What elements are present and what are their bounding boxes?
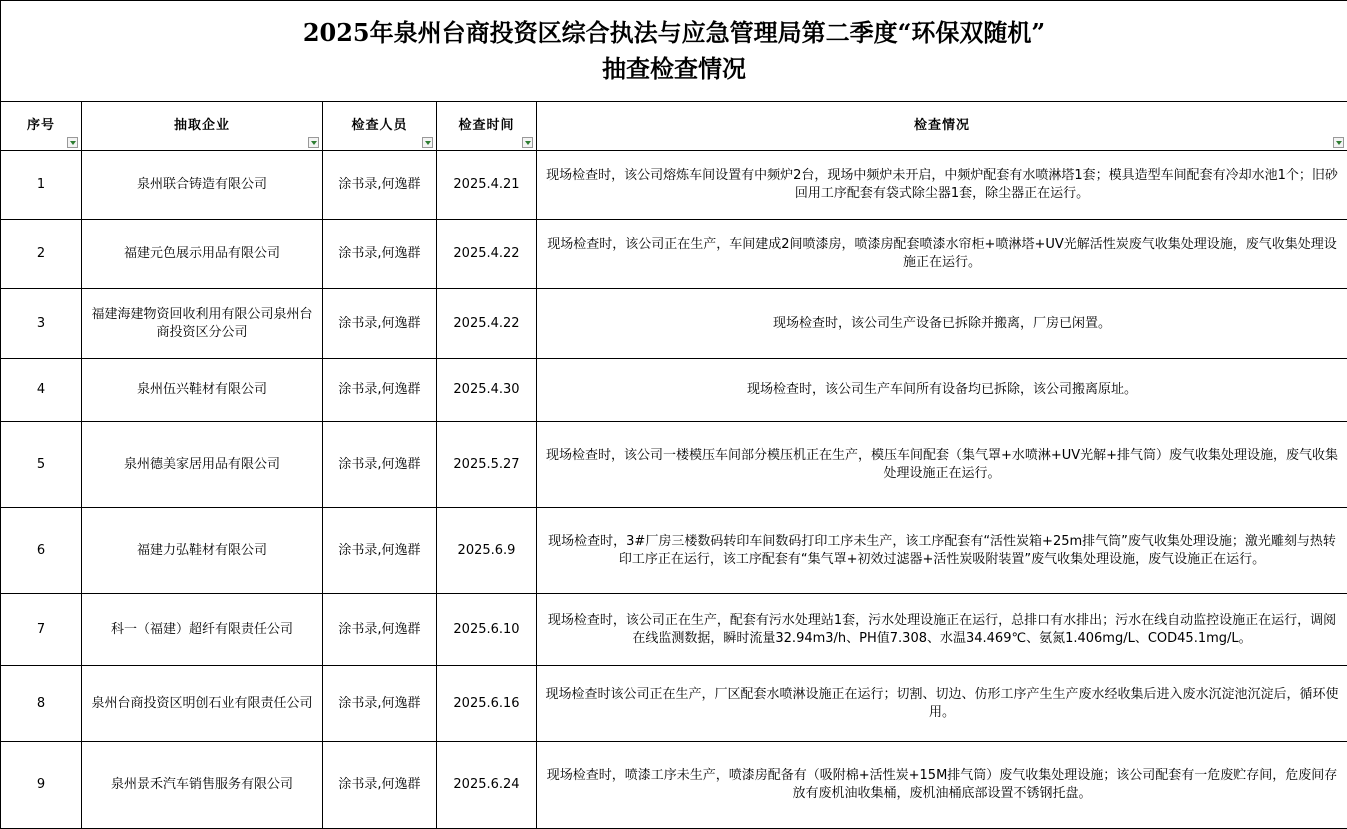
cell-time[interactable]: 2025.4.21 — [437, 151, 537, 220]
cell-no[interactable]: 4 — [1, 359, 82, 422]
cell-no[interactable]: 2 — [1, 220, 82, 289]
title-line-1: 2025年泉州台商投资区综合执法与应急管理局第二季度“环保双随机” — [302, 18, 1046, 47]
table-row[interactable] — [1, 151, 1347, 220]
header-no-label: 序号 — [26, 118, 55, 133]
cell-time[interactable]: 2025.6.9 — [437, 508, 537, 594]
cell-time[interactable]: 2025.4.30 — [437, 359, 537, 422]
cell-company[interactable]: 福建元色展示用品有限公司 — [82, 220, 323, 289]
cell-inspector[interactable]: 涂书录,何逸群 — [323, 742, 437, 829]
title-row — [1, 1, 1347, 102]
table-row[interactable] — [1, 220, 1347, 289]
cell-company[interactable]: 泉州景禾汽车销售服务有限公司 — [82, 742, 323, 829]
cell-time[interactable]: 2025.6.24 — [437, 742, 537, 829]
cell-inspector[interactable]: 涂书录,何逸群 — [323, 289, 437, 359]
header-row — [1, 102, 1347, 151]
sheet-title — [1, 1, 1347, 102]
cell-no[interactable]: 3 — [1, 289, 82, 359]
header-detail[interactable] — [537, 102, 1347, 151]
header-time[interactable] — [437, 102, 537, 151]
title-line-2: 抽查检查情况 — [602, 54, 747, 83]
cell-detail[interactable]: 现场检查时，该公司生产车间所有设备均已拆除，该公司搬离原址。 — [537, 359, 1347, 422]
table-row[interactable] — [1, 289, 1347, 359]
header-no[interactable] — [1, 102, 82, 151]
cell-no[interactable]: 1 — [1, 151, 82, 220]
cell-company[interactable]: 泉州伍兴鞋材有限公司 — [82, 359, 323, 422]
cell-detail[interactable]: 现场检查时，该公司正在生产，车间建成2间喷漆房，喷漆房配套喷漆水帘柜+喷淋塔+UV光解活性炭废气收集处理设施，废气收集处理设施正在运行。 — [537, 220, 1347, 289]
cell-detail[interactable]: 现场检查时，该公司生产设备已拆除并搬离，厂房已闲置。 — [537, 289, 1347, 359]
cell-no[interactable]: 7 — [1, 594, 82, 666]
cell-inspector[interactable]: 涂书录,何逸群 — [323, 666, 437, 742]
table-row[interactable] — [1, 742, 1347, 829]
cell-no[interactable]: 8 — [1, 666, 82, 742]
header-company[interactable] — [82, 102, 323, 151]
header-detail-label: 检查情况 — [914, 118, 971, 133]
cell-inspector[interactable]: 涂书录,何逸群 — [323, 220, 437, 289]
header-inspector-label: 检查人员 — [351, 118, 408, 133]
filter-dropdown-icon[interactable] — [522, 137, 533, 148]
cell-detail[interactable]: 现场检查时，该公司熔炼车间设置有中频炉2台，现场中频炉未开启，中频炉配套有水喷淋塔1套；模具造型车间配套有冷却水池1个；旧砂回用工序配套有袋式除尘器1套，除尘器正在运行。 — [537, 151, 1347, 220]
cell-company[interactable]: 科一（福建）超纤有限责任公司 — [82, 594, 323, 666]
cell-detail[interactable]: 现场检查时该公司正在生产，厂区配套水喷淋设施正在运行；切割、切边、仿形工序产生生产废水经收集后进入废水沉淀池沉淀后，循环使用。 — [537, 666, 1347, 742]
cell-no[interactable]: 6 — [1, 508, 82, 594]
cell-time[interactable]: 2025.5.27 — [437, 422, 537, 508]
cell-time[interactable]: 2025.4.22 — [437, 289, 537, 359]
table-row[interactable] — [1, 359, 1347, 422]
cell-company[interactable]: 福建海建物资回收利用有限公司泉州台商投资区分公司 — [82, 289, 323, 359]
cell-no[interactable]: 5 — [1, 422, 82, 508]
filter-dropdown-icon[interactable] — [422, 137, 433, 148]
cell-detail[interactable]: 现场检查时，3#厂房三楼数码转印车间数码打印工序未生产，该工序配套有“活性炭箱+25m排气筒”废气收集处理设施；激光雕刻与热转印工序正在运行，该工序配套有“集气罩+初效过滤器+活性炭吸附装置”废气收集处理设施，废气设施正在运行。 — [537, 508, 1347, 594]
table-row[interactable] — [1, 594, 1347, 666]
table-row[interactable] — [1, 666, 1347, 742]
cell-detail[interactable]: 现场检查时，该公司正在生产，配套有污水处理站1套，污水处理设施正在运行，总排口有水排出；污水在线自动监控设施正在运行，调阅在线监测数据，瞬时流量32.94m3/h、PH值7.308、水温34.469℃、氨氮1.406mg/L、COD45.1mg/L。 — [537, 594, 1347, 666]
cell-time[interactable]: 2025.6.16 — [437, 666, 537, 742]
table-row[interactable] — [1, 422, 1347, 508]
filter-dropdown-icon[interactable] — [1333, 137, 1344, 148]
cell-inspector[interactable]: 涂书录,何逸群 — [323, 508, 437, 594]
table-row[interactable] — [1, 508, 1347, 594]
cell-detail[interactable]: 现场检查时，该公司一楼模压车间部分模压机正在生产，模压车间配套（集气罩+水喷淋+UV光解+排气筒）废气收集处理设施，废气收集处理设施正在运行。 — [537, 422, 1347, 508]
cell-inspector[interactable]: 涂书录,何逸群 — [323, 422, 437, 508]
cell-company[interactable]: 泉州德美家居用品有限公司 — [82, 422, 323, 508]
cell-no[interactable]: 9 — [1, 742, 82, 829]
header-inspector[interactable] — [323, 102, 437, 151]
header-time-label: 检查时间 — [458, 118, 515, 133]
header-company-label: 抽取企业 — [173, 118, 230, 133]
cell-inspector[interactable]: 涂书录,何逸群 — [323, 359, 437, 422]
cell-company[interactable]: 泉州台商投资区明创石业有限责任公司 — [82, 666, 323, 742]
cell-company[interactable]: 福建力弘鞋材有限公司 — [82, 508, 323, 594]
cell-detail[interactable]: 现场检查时，喷漆工序未生产，喷漆房配备有（吸附棉+活性炭+15M排气筒）废气收集处理设施；该公司配套有一危废贮存间，危废间存放有废机油收集桶，废机油桶底部设置不锈钢托盘。 — [537, 742, 1347, 829]
filter-dropdown-icon[interactable] — [308, 137, 319, 148]
cell-inspector[interactable]: 涂书录,何逸群 — [323, 151, 437, 220]
cell-company[interactable]: 泉州联合铸造有限公司 — [82, 151, 323, 220]
cell-inspector[interactable]: 涂书录,何逸群 — [323, 594, 437, 666]
cell-time[interactable]: 2025.6.10 — [437, 594, 537, 666]
filter-dropdown-icon[interactable] — [67, 137, 78, 148]
cell-time[interactable]: 2025.4.22 — [437, 220, 537, 289]
